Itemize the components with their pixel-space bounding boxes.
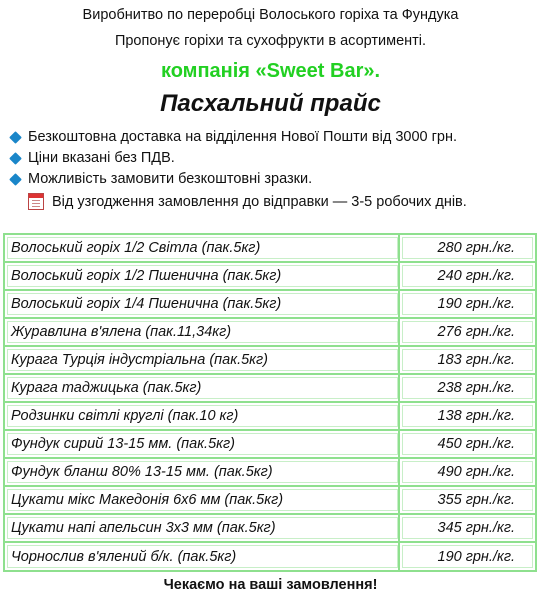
calendar-icon (28, 193, 44, 210)
price-table (3, 233, 537, 572)
product-price: 190 грн./кг. (400, 543, 535, 570)
bullet-text: Можливість замовити безкоштовні зразки. (28, 171, 313, 187)
table-row (5, 319, 535, 347)
table-row (5, 459, 535, 487)
product-price: 138 грн./кг. (400, 403, 535, 429)
table-row (5, 263, 535, 291)
product-price: 345 грн./кг. (400, 515, 535, 541)
bullet-text: Безкоштовна доставка на відділення Нової Пошти від 3000 грн. (28, 129, 457, 145)
product-price: 490 грн./кг. (400, 459, 535, 485)
product-price: 183 грн./кг. (400, 347, 535, 373)
diamond-bullet-icon (9, 131, 22, 144)
product-name: Родзинки світлі круглі (пак.10 кг) (5, 403, 400, 429)
bullet-text: Ціни вказані без ПДВ. (28, 150, 175, 166)
product-name: Цукати напі апельсин 3х3 мм (пак.5кг) (5, 515, 400, 541)
table-row (5, 347, 535, 375)
diamond-bullet-icon (9, 173, 22, 186)
table-row (5, 235, 535, 263)
table-row (5, 403, 535, 431)
product-name: Волоський горіх 1/4 Пшенична (пак.5кг) (5, 291, 400, 317)
product-name: Волоський горіх 1/2 Пшенична (пак.5кг) (5, 263, 400, 289)
product-price: 280 грн./кг. (400, 235, 535, 261)
table-row (5, 431, 535, 459)
bullet-item (8, 127, 533, 147)
product-name: Фундук сирий 13-15 мм. (пак.5кг) (5, 431, 400, 457)
product-price: 355 грн./кг. (400, 487, 535, 513)
info-bullets (8, 127, 533, 190)
product-name: Цукати мікс Македонія 6х6 мм (пак.5кг) (5, 487, 400, 513)
product-name: Фундук бланш 80% 13-15 мм. (пак.5кг) (5, 459, 400, 485)
diamond-bullet-icon (9, 152, 22, 165)
table-row (5, 291, 535, 319)
page-title: Пасхальний прайс (160, 90, 381, 117)
product-price: 190 грн./кг. (400, 291, 535, 317)
product-name: Курага Турція індустріальна (пак.5кг) (5, 347, 400, 373)
company-name: компанія «Sweet Bar». (160, 60, 381, 82)
table-row (5, 515, 535, 543)
header-line-1: Виробнитво по переробці Волоського горіха та Фундука (82, 7, 459, 23)
table-row (5, 375, 535, 403)
product-price: 238 грн./кг. (400, 375, 535, 401)
closing-message: Чекаємо на ваші замовлення! (163, 577, 378, 593)
header-line-2: Пропонує горіхи та сухофрукти в асортименті. (114, 33, 427, 49)
delivery-note (28, 193, 467, 210)
bullet-item (8, 169, 533, 189)
product-name: Волоський горіх 1/2 Світла (пак.5кг) (5, 235, 400, 261)
product-price: 276 грн./кг. (400, 319, 535, 345)
bullet-item (8, 148, 533, 168)
product-name: Чорнослив в'ялений б/к. (пак.5кг) (5, 543, 400, 570)
table-row (5, 487, 535, 515)
delivery-note-text: Від узгодження замовлення до відправки — 3-5 робочих днів. (52, 193, 467, 210)
product-price: 450 грн./кг. (400, 431, 535, 457)
product-price: 240 грн./кг. (400, 263, 535, 289)
product-name: Курага таджицька (пак.5кг) (5, 375, 400, 401)
table-row (5, 543, 535, 570)
product-name: Журавлина в'ялена (пак.11,34кг) (5, 319, 400, 345)
